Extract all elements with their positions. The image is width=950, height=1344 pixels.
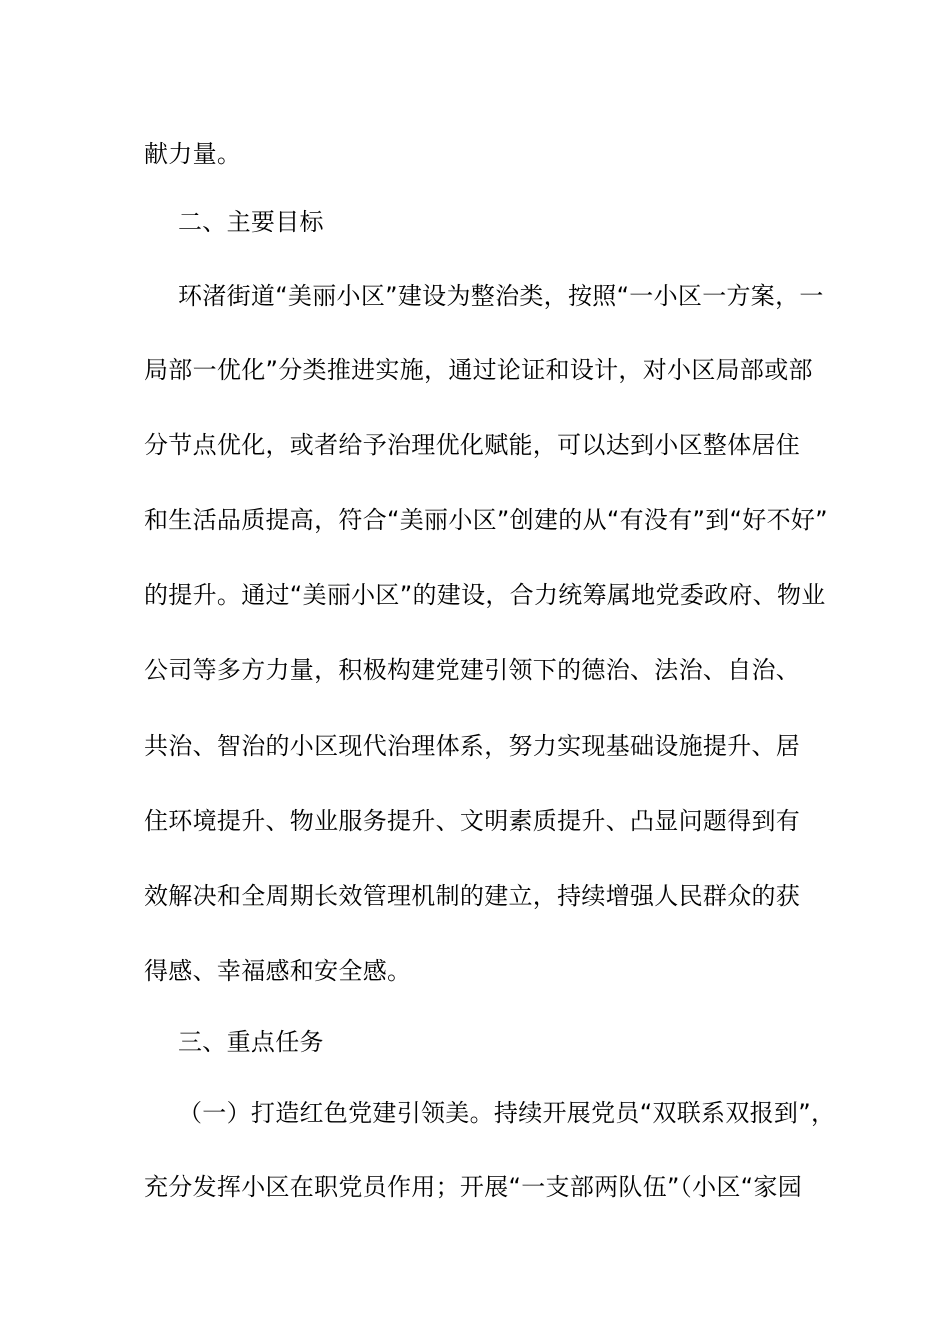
paragraph-line-3: 环渚街道“美丽小区”建设为整治类，按照“一小区一方案，一 bbox=[178, 282, 824, 310]
paragraph-line-6: 和生活品质提高，符合“美丽小区”创建的从“有没有”到“好不好” bbox=[144, 506, 828, 534]
paragraph-line-11: 效解决和全周期长效管理机制的建立，持续增强人民群众的获 bbox=[144, 882, 801, 910]
paragraph-line-8: 公司等多方力量，积极构建党建引领下的德治、法治、自治、 bbox=[144, 656, 801, 684]
section-heading-key-tasks: 三、重点任务 bbox=[178, 1028, 324, 1056]
paragraph-line-4: 局部一优化”分类推进实施，通过论证和设计，对小区局部或部 bbox=[144, 356, 813, 384]
paragraph-line-15: 充分发挥小区在职党员作用；开展“一支部两队伍”（小区“家园 bbox=[144, 1173, 802, 1201]
paragraph-line-12: 得感、幸福感和安全感。 bbox=[144, 957, 412, 985]
paragraph-line-10: 住环境提升、物业服务提升、文明素质提升、凸显问题得到有 bbox=[144, 807, 801, 835]
paragraph-line-9: 共治、智治的小区现代治理体系，努力实现基础设施提升、居 bbox=[144, 732, 801, 760]
section-heading-main-goals: 二、主要目标 bbox=[178, 208, 324, 236]
paragraph-line-1: 献力量。 bbox=[144, 140, 242, 168]
paragraph-line-14: （一）打造红色党建引领美。持续开展党员“双联系双报到”， bbox=[178, 1099, 836, 1127]
paragraph-line-7: 的提升。通过“美丽小区”的建设，合力统筹属地党委政府、物业 bbox=[144, 581, 826, 609]
paragraph-line-5: 分节点优化，或者给予治理优化赋能，可以达到小区整体居住 bbox=[144, 431, 801, 459]
